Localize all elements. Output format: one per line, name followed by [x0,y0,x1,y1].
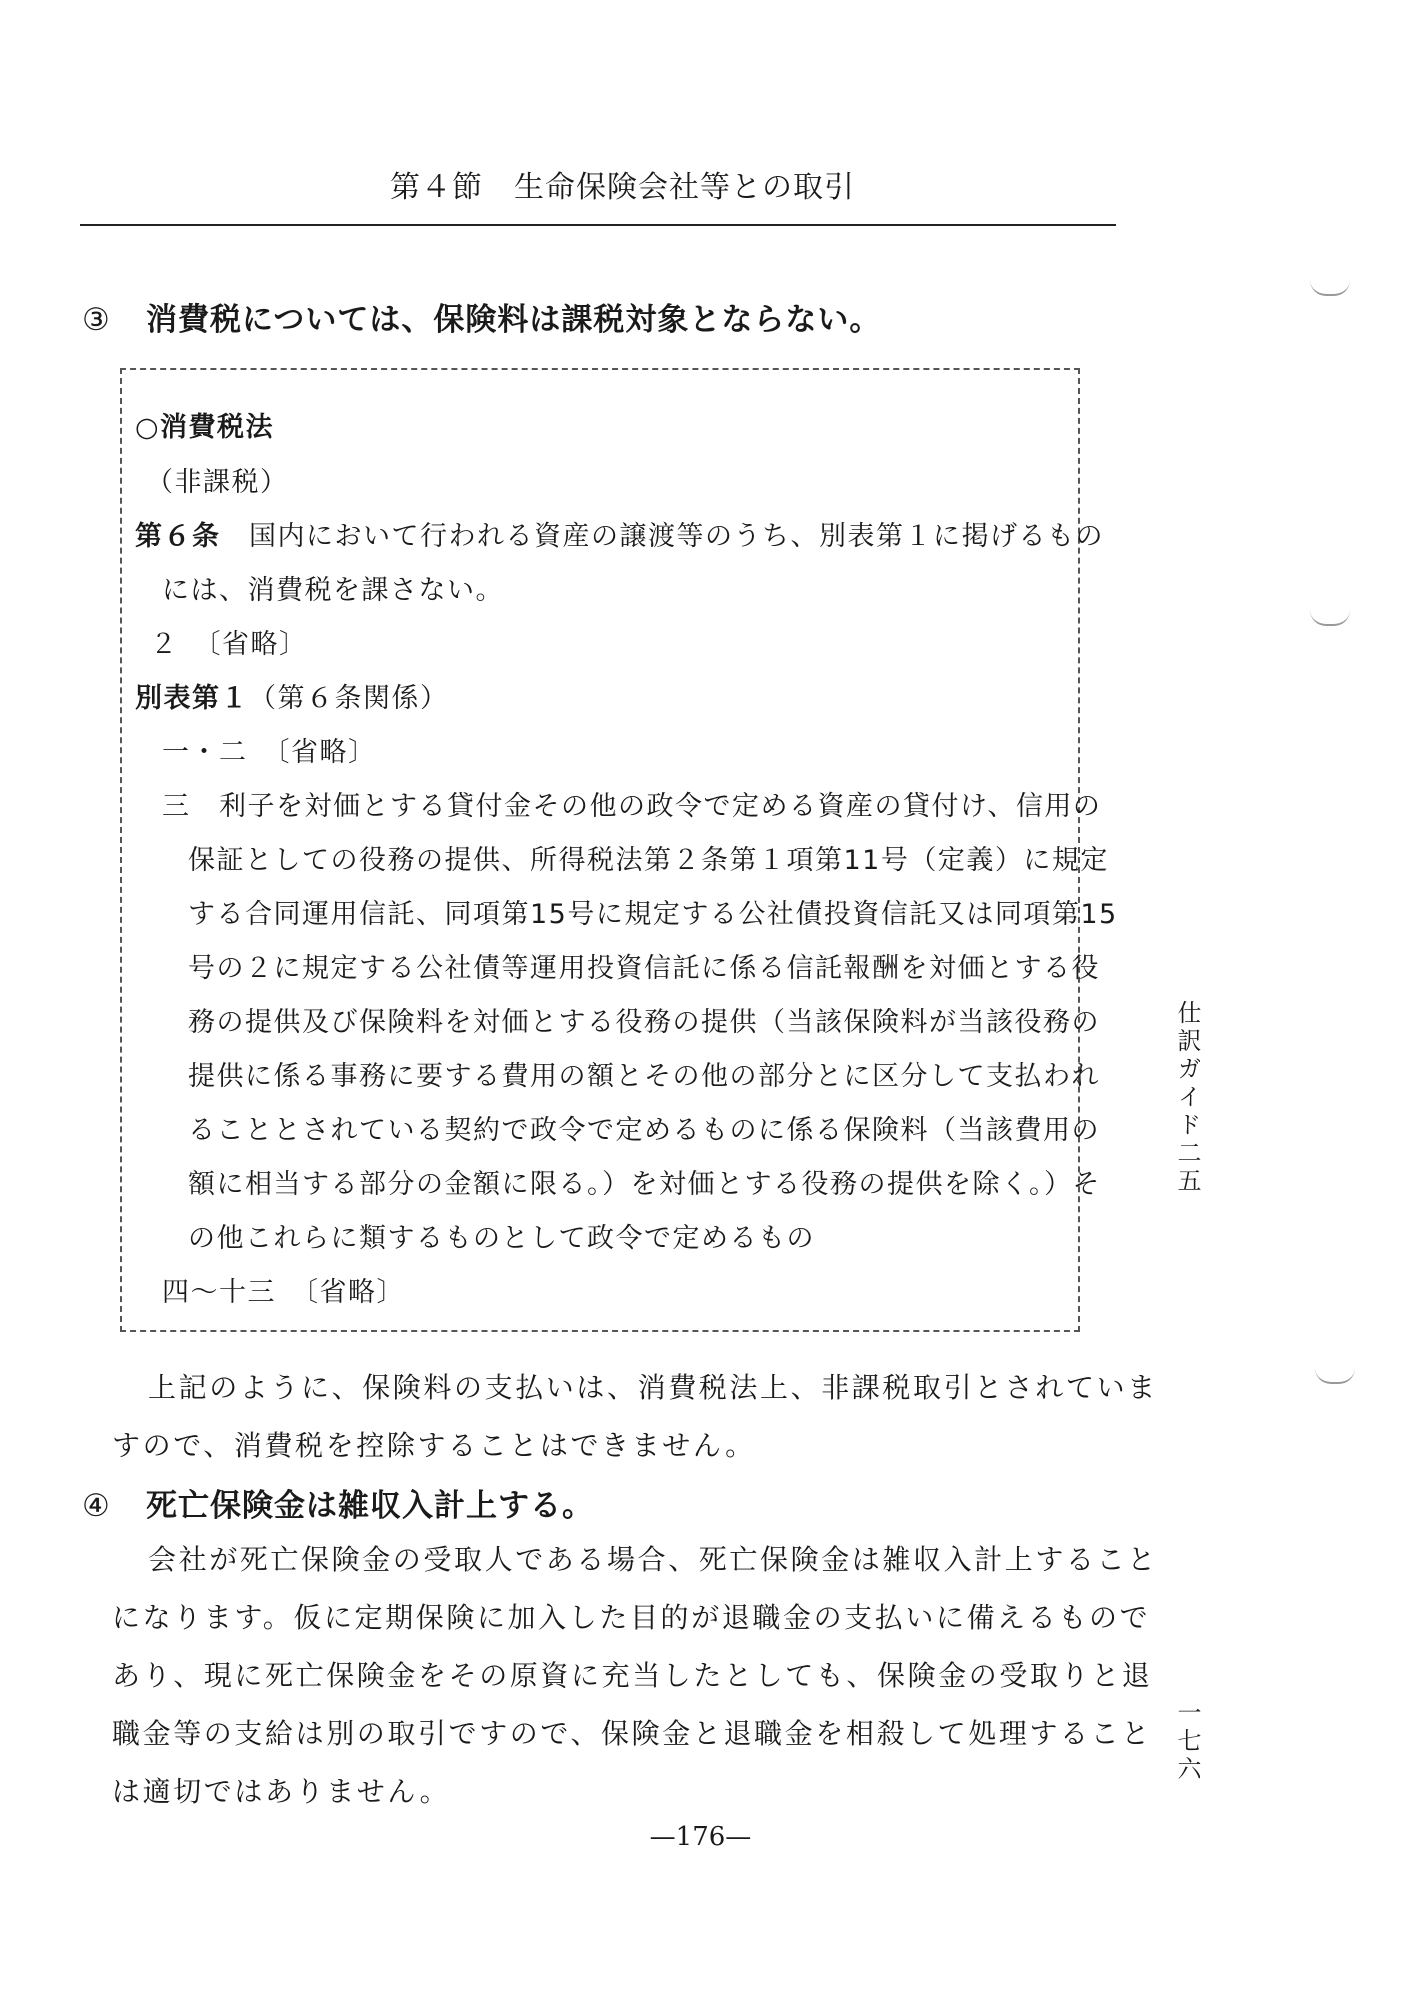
table-item-4-13: 四～十三 〔省略〕 [162,1277,405,1308]
section-4-heading [82,1480,594,1525]
table-item-3-line: 三 利子を対価とする貸付金その他の政令で定める資産の貸付け、信用の [162,791,1102,822]
binding-mark [1310,280,1350,296]
side-page-number: 一七六 [1173,1700,1201,1784]
paragraph-line: になります。仮に定期保険に加入した目的が退職金の支払いに備えるもので [112,1601,1151,1634]
paragraph-line: 上記のように、保険料の支払いは、消費税法上、非課税取引とされていま [148,1371,1158,1404]
table-item-3-line: 提供に係る事務に要する費用の額とその他の部分とに区分して支払われ [188,1061,1100,1092]
paragraph-line: あり、現に死亡保険金をその原資に充当したとしても、保険金の受取りと退 [112,1659,1153,1692]
article-6-para-2: ２ 〔省略〕 [150,629,308,660]
binding-mark [1310,610,1350,626]
table-item-3-line: 保証としての役務の提供、所得税法第２条第１項第11号（定義）に規定 [188,845,1109,876]
article-6-line-2: には、消費税を課さない。 [162,575,504,606]
appended-table-heading [135,676,449,715]
appended-table-ref: （第６条関係） [249,683,449,714]
section-3-heading [82,294,881,339]
table-item-3-line: 号の２に規定する公社債等運用投資信託に係る信託報酬を対価とする役 [188,953,1100,984]
table-item-3-line: の他これらに類するものとして政令で定めるもの [188,1223,815,1254]
side-guide-label: 仕訳ガイド二五 [1173,1000,1201,1196]
table-item-3-line: ることとされている契約で政令で定めるものに係る保険料（当該費用の [188,1115,1100,1146]
article-label: 第６条 [135,521,221,552]
section-4-number: ④ [82,1488,111,1524]
law-caption: （非課税） [146,467,289,498]
binding-mark [1315,1368,1355,1384]
page-header-title: 第４節 生命保険会社等との取引 [390,170,855,205]
table-item-3-line: する合同運用信託、同項第15号に規定する公社債投資信託又は同項第15 [188,899,1118,930]
section-4-heading-text: 死亡保険金は雑収入計上する。 [146,1488,594,1524]
paragraph-line: すので、消費税を控除することはできません。 [112,1429,756,1462]
section-3-heading-text: 消費税については、保険料は課税対象とならない。 [146,302,882,338]
article-6-line-1 [135,514,1104,553]
page-number: —176— [649,1822,752,1852]
article-6-text-1: 国内において行われる資産の譲渡等のうち、別表第１に掲げるもの [220,521,1104,552]
table-item-3-line: 務の提供及び保険料を対価とする役務の提供（当該保険料が当該役務の [188,1007,1100,1038]
law-name: ○消費税法 [135,412,275,443]
header-rule [80,224,1116,226]
paragraph-line: 職金等の支給は別の取引ですので、保険金と退職金を相殺して処理すること [112,1717,1152,1750]
paragraph-line: は適切ではありません。 [112,1775,451,1808]
paragraph-line: 会社が死亡保険金の受取人である場合、死亡保険金は雑収入計上すること [148,1543,1158,1576]
appended-table-label: 別表第１ [135,683,249,714]
section-3-number: ③ [82,302,111,338]
table-item-3-line: 額に相当する部分の金額に限る。）を対価とする役務の提供を除く。）そ [188,1169,1101,1200]
table-item-1-2: 一・二 〔省略〕 [162,737,377,768]
